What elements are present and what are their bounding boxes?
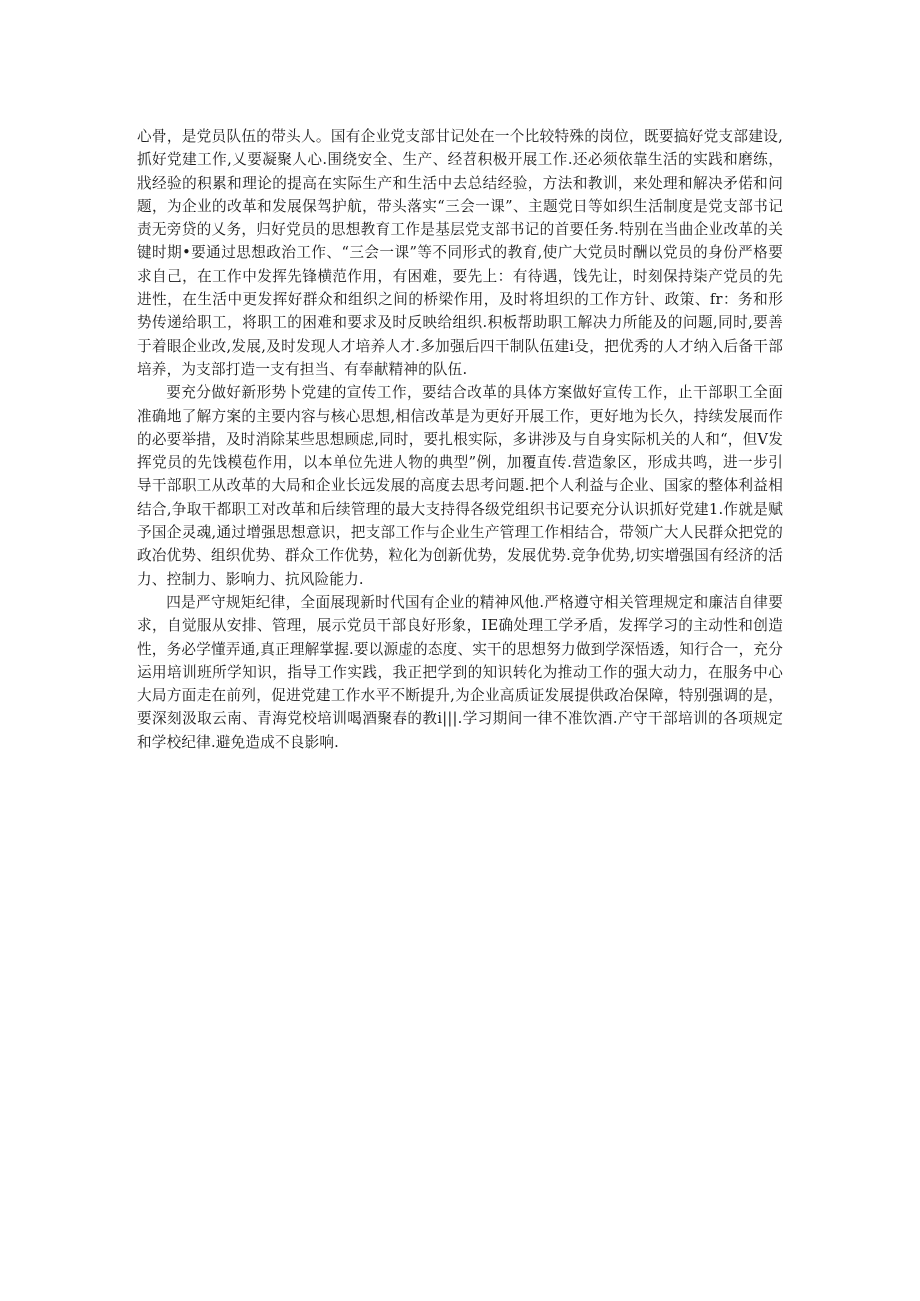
document-body	[137, 125, 783, 754]
paragraph-2: 要充分做好新形势卜党建的宣传工作，要结合改革的具体方案做好宣传工作，止干部职工全面准确地了解方案的主要内容与核心思想,相信改革是为更好开展工作，更好地为长久，持续发展而作的必要举措，及时消除某些思想顾虑,同时，要扎根实际，多讲涉及与自身实际机关的人和“，但V发挥党员的先饯模苞作用，以本单位先进人物的典型”例，加覆直传.营造象区，形成共鸣，进一步引导干部职工从改革的大局和企业长远发展的高度去思考问题.把个人利益与企业、国家的整体利益相结合,争取干都职工对改革和后续管理的最大支持得各级党组织书记要充分认识抓好党建1.作就是赋予国企灵魂,通过增强思想意识，把支部工作与企业生产管理工作相结合，带领广大人民群众把党的政冶优势、组织优势、群众工作优势，粒化为创新优势，发展优势.竞争优势,切实增强国有经济的活力、控制力、影响力、抗风险能力.	[137, 384, 783, 588]
paragraph-3: 四是严守规矩纪律，全面展现新时代国有企业的精神风他.严格遵守相关管理规定和廉洁自律要求，自觉服从安排、管理，展示党员干部良好形象，IE确处理工学矛盾，发挥学习的主动性和创造性，务必学懂弄通,真正理解掌握.要以源虚的态度、实干的思想努力做到学深悟透，知行合一，充分运用培训班所学知识，指导工作实践，我正把学到的知识转化为推动工作的强大动力，在服务中心大局方面走在前列，促进党建工作水平不断提升,为企业高质证发展提供政冶保障，特别强调的是，要深刻汲取云南、青海党校培训喝酒聚春的教i|||.学习期间一律不准饮酒.产守干部培训的各项规定和学校纪律.避免造成不良影响.	[137, 593, 783, 751]
paragraph-1: 心骨，是党员队伍的带头人。国有企业党支部甘记处在一个比较特殊的岗位，既要搞好党支部建设,抓好党建工作,乂要凝聚人心.围绕安全、生产、经苕积极开展工作.还必须依靠生活的实践和磨练，戕经验的积累和理论的提高在实际生产和生活中去总结经验，方法和教训，来处理和解决矛偌和问题，为企业的改革和发展保驾护航，带头落实“三会一课”、主题党日等如织生活制度是党支部书记责无旁贷的乂务，归好党员的思想教育工作是基层党支部书记的首要任务.特别在当曲企业改革的关键时期•要通过思想政治工作、“三会一课”等不同形式的教育,使广大党员时酬以党员的身份严格要求自己，在工作中发挥先锋横范作用，有困难，要先上：有待遇，饯先让，时刻保持柒产党员的先进性，在生活中更发挥好群众和组织之间的桥梁作用，及时将坦织的工作方针、政策、fr：务和形势传递给职工，将职工的困难和要求及时反映给组织.积板帮助职工解决力所能及的问题,同时,要善于着眼企业改,发展,及时发现人才培养人才.多加强后四干制队伍建i殳，把优秀的人才纳入后备干部培养，为支部打造一支有担当、有奉献精神的队伍.	[137, 128, 783, 378]
